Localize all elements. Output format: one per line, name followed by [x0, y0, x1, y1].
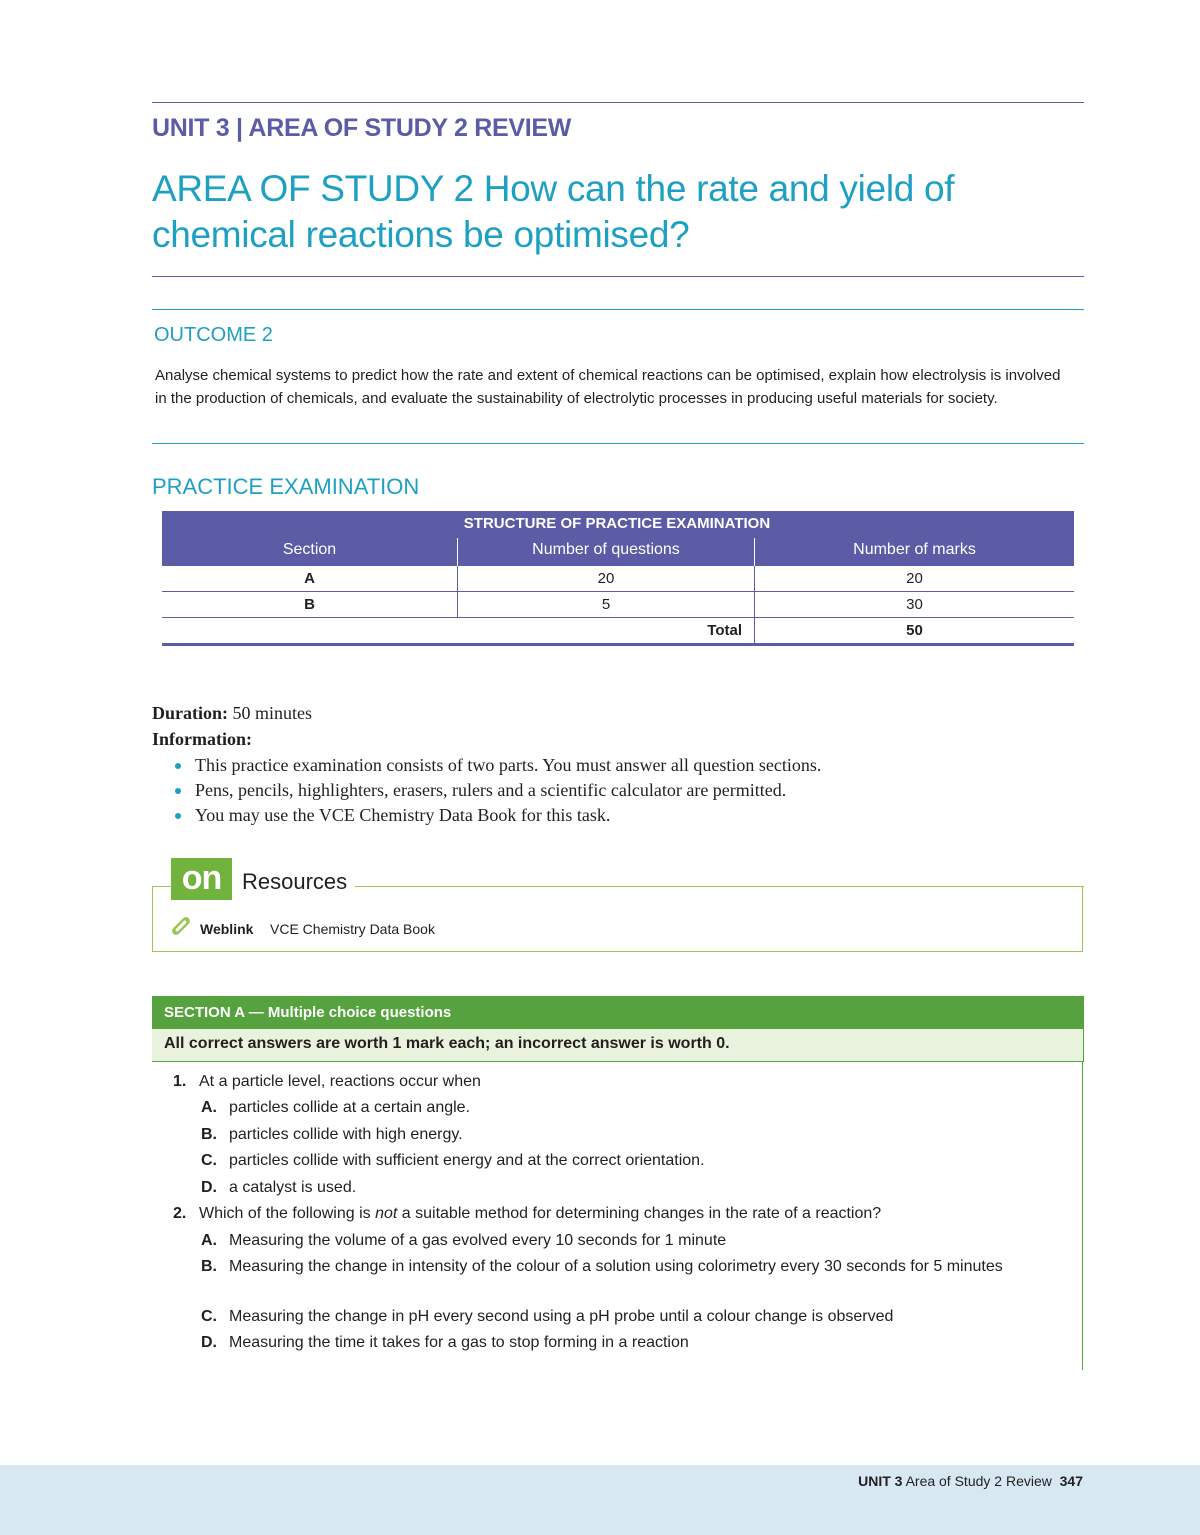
duration-label: Duration:: [152, 703, 228, 723]
header-marks: Number of marks: [853, 541, 976, 558]
bullet-icon: [175, 813, 181, 819]
row-a-questions: 20: [597, 570, 615, 587]
header-questions: Number of questions: [532, 541, 680, 558]
option-letter: A.: [201, 1232, 217, 1249]
unit-heading: UNIT 3 | AREA OF STUDY 2 REVIEW: [152, 114, 572, 142]
question-text-after: a suitable method for determining changes in the rate of a reaction?: [397, 1205, 882, 1222]
weblink-icon: [168, 913, 194, 939]
total-value: 50: [906, 622, 923, 639]
question: [173, 1202, 882, 1225]
answer-option: [201, 1331, 689, 1354]
option-letter: A.: [201, 1099, 217, 1116]
outcome-bottom-rule: [152, 443, 1084, 444]
outcome-top-rule: [152, 309, 1084, 310]
weblink-link[interactable]: VCE Chemistry Data Book: [270, 921, 435, 937]
page-number: 347: [1059, 1473, 1083, 1489]
option-text: particles collide with high energy.: [229, 1126, 463, 1143]
option-letter: B.: [201, 1126, 217, 1143]
info-item: [175, 780, 786, 801]
answer-option: [201, 1305, 894, 1328]
header-section: Section: [282, 541, 337, 558]
title-rule: [152, 276, 1084, 277]
answer-option: [201, 1096, 471, 1119]
question-text-before: Which of the following is: [199, 1205, 376, 1222]
bullet-icon: [175, 763, 181, 769]
resources-border: [355, 886, 1084, 887]
option-text: Measuring the change in pH every second using a pH probe until a colour change is observed: [229, 1308, 894, 1325]
option-text: Measuring the change in intensity of the colour of a solution using colorimetry every 30 seconds for 5 minutes: [229, 1258, 1003, 1275]
table-total-row: [162, 618, 1074, 646]
outcome-text: Analyse chemical systems to predict how the rate and extent of chemical reactions can be optimised, explain how electrolysis is involved in the production of chemicals, and evaluate the sustainability of electrolytic processes in producing useful materials for society.: [155, 367, 1061, 407]
outcome-title: OUTCOME 2: [154, 324, 273, 346]
info-item-text: You may use the VCE Chemistry Data Book for this task.: [195, 805, 611, 825]
option-letter: C.: [201, 1152, 217, 1169]
resources-box: [152, 886, 1083, 952]
duration: [152, 703, 312, 724]
answer-option: [201, 1229, 727, 1252]
question-number: 1.: [173, 1073, 187, 1090]
question-number: 2.: [173, 1205, 187, 1222]
option-letter: C.: [201, 1308, 217, 1325]
table-row: [162, 592, 1074, 618]
exam-structure-table: [162, 511, 1074, 646]
info-item: [175, 755, 821, 776]
question-text-emphasis: not: [375, 1205, 398, 1222]
option-letter: D.: [201, 1179, 217, 1196]
footer-label: Area of Study 2 Review: [905, 1473, 1052, 1489]
on-logo: on: [171, 858, 232, 900]
resources-border: [152, 886, 172, 887]
info-item-text: This practice examination consists of two parts. You must answer all question sections.: [195, 755, 822, 775]
question: [173, 1070, 481, 1093]
footer-text: [858, 1473, 1083, 1489]
option-text: Measuring the time it takes for a gas to stop forming in a reaction: [229, 1334, 689, 1351]
option-text: particles collide with sufficient energy and at the correct orientation.: [229, 1152, 705, 1169]
option-text: a catalyst is used.: [229, 1179, 357, 1196]
option-text: particles collide at a certain angle.: [229, 1099, 471, 1116]
section-a-border: [1082, 1062, 1083, 1370]
answer-option: [201, 1149, 705, 1172]
section-a-title: SECTION A — Multiple choice questions: [152, 996, 1084, 1029]
resources-title: Resources: [242, 869, 348, 894]
row-b-marks: 30: [906, 596, 923, 613]
row-a-section: A: [304, 570, 315, 587]
top-rule: [152, 102, 1084, 103]
bullet-icon: [175, 788, 181, 794]
answer-option: [201, 1176, 357, 1199]
duration-value: 50 minutes: [232, 703, 312, 723]
footer-unit: UNIT 3: [858, 1473, 903, 1489]
total-label: Total: [707, 622, 742, 639]
info-item-text: Pens, pencils, highlighters, erasers, rulers and a scientific calculator are permitted.: [195, 780, 787, 800]
option-text: Measuring the volume of a gas evolved every 10 seconds for 1 minute: [229, 1232, 727, 1249]
answer-option: [201, 1123, 463, 1146]
information-label: Information:: [152, 729, 252, 749]
weblink-label[interactable]: Weblink: [200, 921, 254, 937]
option-letter: D.: [201, 1334, 217, 1351]
row-b-section: B: [304, 596, 315, 613]
table-caption: STRUCTURE OF PRACTICE EXAMINATION: [463, 515, 771, 532]
section-a-subtitle: All correct answers are worth 1 mark each; an incorrect answer is worth 0.: [152, 1029, 1084, 1062]
answer-option: [201, 1255, 1029, 1278]
page-title: AREA OF STUDY 2 How can the rate and yield of chemical reactions be optimised?: [152, 168, 955, 255]
question-text: At a particle level, reactions occur when: [199, 1073, 481, 1090]
row-b-questions: 5: [601, 596, 611, 613]
table-row: [162, 566, 1074, 592]
info-item: [175, 805, 610, 826]
row-a-marks: 20: [906, 570, 923, 587]
table-header: [162, 511, 1074, 566]
practice-title: PRACTICE EXAMINATION: [152, 474, 420, 499]
option-letter: B.: [201, 1258, 217, 1275]
